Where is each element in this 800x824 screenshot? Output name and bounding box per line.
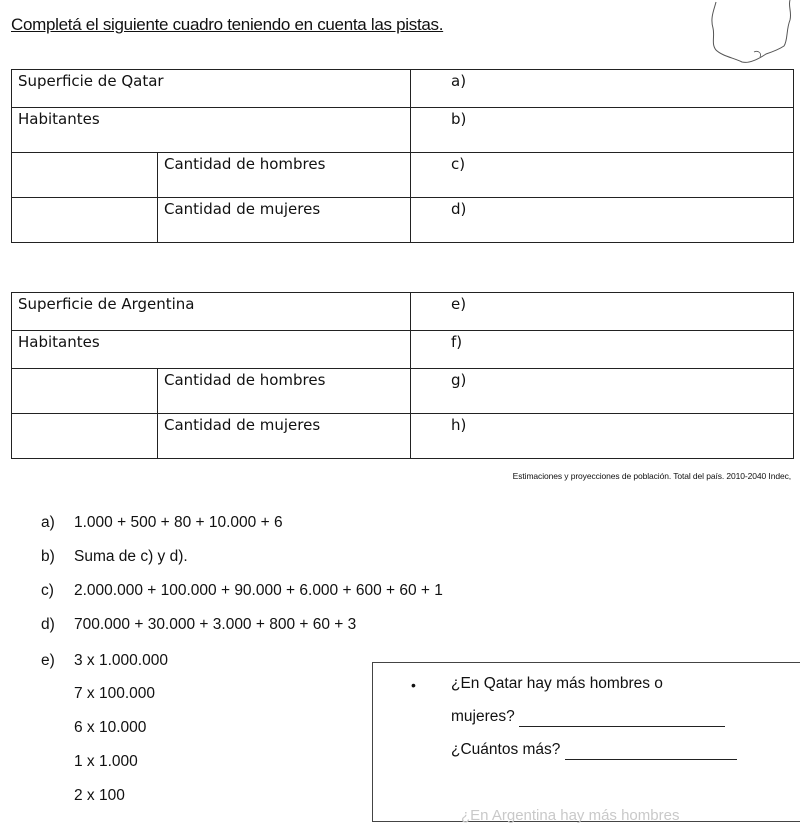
row-label-cell bbox=[158, 369, 411, 414]
hombres-label: Cantidad de hombres bbox=[164, 371, 326, 389]
table-row bbox=[12, 108, 794, 153]
superficie-qatar-label: Superficie de Qatar bbox=[18, 72, 164, 90]
answer-key-label: f) bbox=[451, 333, 463, 351]
clue-key: d) bbox=[41, 616, 55, 633]
question-text: mujeres? bbox=[451, 708, 515, 725]
answer-key-label: a) bbox=[451, 72, 467, 90]
table-row bbox=[12, 331, 794, 369]
question-line bbox=[451, 741, 737, 760]
habitantes-label: Habitantes bbox=[18, 110, 100, 128]
faded-question: ¿En Argentina hay más hombres bbox=[461, 807, 680, 824]
list-item bbox=[41, 514, 283, 532]
clue-sub-line: 6 x 10.000 bbox=[74, 719, 147, 736]
question-line: ¿En Qatar hay más hombres o bbox=[451, 675, 663, 692]
source-note: Estimaciones y proyecciones de población. Total del país. 2010-2040 Indec, bbox=[512, 471, 791, 481]
clue-text: 3 x 1.000.000 bbox=[74, 652, 168, 669]
list-item bbox=[41, 616, 356, 634]
clue-key: c) bbox=[41, 582, 54, 599]
habitantes-label: Habitantes bbox=[18, 333, 100, 351]
clue-sub-line: 7 x 100.000 bbox=[74, 685, 156, 702]
question-line bbox=[451, 708, 725, 727]
empty-cell bbox=[12, 198, 158, 243]
empty-cell bbox=[12, 414, 158, 459]
table-row bbox=[12, 153, 794, 198]
table-row bbox=[12, 414, 794, 459]
clue-text: Suma de c) y d). bbox=[74, 548, 188, 565]
answer-cell-d[interactable] bbox=[411, 198, 794, 243]
argentina-data-table bbox=[11, 292, 794, 459]
clue-key: a) bbox=[41, 514, 55, 531]
empty-cell bbox=[12, 153, 158, 198]
bullet-icon: • bbox=[411, 677, 416, 693]
hombres-label: Cantidad de hombres bbox=[164, 155, 326, 173]
answer-cell-f[interactable] bbox=[411, 331, 794, 369]
table-row bbox=[12, 70, 794, 108]
clue-sub-line: 2 x 100 bbox=[74, 787, 125, 804]
question-text: ¿Cuántos más? bbox=[451, 741, 561, 758]
list-item bbox=[41, 582, 443, 600]
answer-key-label: b) bbox=[451, 110, 467, 128]
empty-cell bbox=[12, 369, 158, 414]
answer-key-label: h) bbox=[451, 416, 467, 434]
question-box bbox=[372, 662, 800, 822]
answer-key-label: d) bbox=[451, 200, 467, 218]
table-row bbox=[12, 293, 794, 331]
list-item bbox=[41, 652, 168, 670]
row-label-cell bbox=[12, 70, 411, 108]
page-title: Completá el siguiente cuadro teniendo en cuenta las pistas. bbox=[11, 15, 444, 34]
mujeres-label: Cantidad de mujeres bbox=[164, 416, 321, 434]
answer-cell-a[interactable] bbox=[411, 70, 794, 108]
answer-blank[interactable] bbox=[565, 741, 737, 760]
answer-blank[interactable] bbox=[519, 708, 725, 727]
answer-cell-e[interactable] bbox=[411, 293, 794, 331]
answer-key-label: e) bbox=[451, 295, 467, 313]
superficie-argentina-label: Superficie de Argentina bbox=[18, 295, 195, 313]
table-row bbox=[12, 198, 794, 243]
answer-key-label: g) bbox=[451, 371, 467, 389]
answer-cell-h[interactable] bbox=[411, 414, 794, 459]
row-label-cell bbox=[12, 293, 411, 331]
answer-key-label: c) bbox=[451, 155, 466, 173]
list-item bbox=[41, 548, 188, 566]
row-label-cell bbox=[158, 153, 411, 198]
row-label-cell bbox=[158, 414, 411, 459]
clue-sub-line: 1 x 1.000 bbox=[74, 753, 138, 770]
mujeres-label: Cantidad de mujeres bbox=[164, 200, 321, 218]
answer-cell-c[interactable] bbox=[411, 153, 794, 198]
row-label-cell bbox=[12, 331, 411, 369]
clue-text: 1.000 + 500 + 80 + 10.000 + 6 bbox=[74, 514, 283, 531]
row-label-cell bbox=[12, 108, 411, 153]
answer-cell-b[interactable] bbox=[411, 108, 794, 153]
clue-text: 2.000.000 + 100.000 + 90.000 + 6.000 + 600 + 60 + 1 bbox=[74, 582, 443, 599]
argentina-map-outline-icon bbox=[700, 0, 800, 70]
answer-cell-g[interactable] bbox=[411, 369, 794, 414]
clue-text: 700.000 + 30.000 + 3.000 + 800 + 60 + 3 bbox=[74, 616, 357, 633]
table-row bbox=[12, 369, 794, 414]
clue-key: e) bbox=[41, 652, 55, 669]
qatar-data-table bbox=[11, 69, 794, 243]
clue-key: b) bbox=[41, 548, 55, 565]
row-label-cell bbox=[158, 198, 411, 243]
